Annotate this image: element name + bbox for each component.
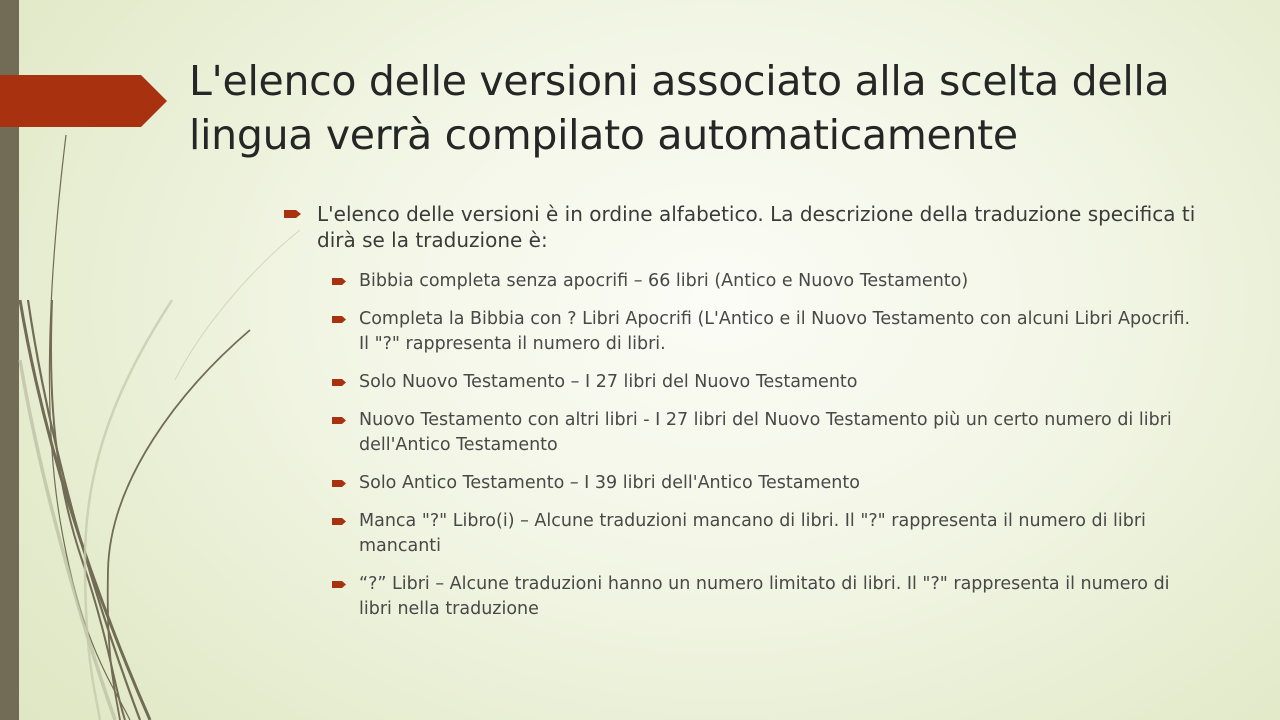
list-item-text: Bibbia completa senza apocrifi – 66 libri (Antico e Nuovo Testamento) — [359, 271, 969, 291]
list-item-text: Manca "?" Libro(i) – Alcune traduzioni mancano di libri. Il "?" rappresenta il numero di libri mancanti — [359, 511, 1146, 556]
list-item-text: Solo Antico Testamento – I 39 libri dell'Antico Testamento — [359, 473, 860, 493]
list-item-text: Nuovo Testamento con altri libri - I 27 libri del Nuovo Testamento più un certo numero di libri dell'Antico Testamento — [359, 410, 1172, 455]
list-item-text: “?” Libri – Alcune traduzioni hanno un numero limitato di libri. Il "?" rappresenta il numero di libri nella traduzione — [359, 574, 1170, 619]
list-item-text: Solo Nuovo Testamento – I 27 libri del Nuovo Testamento — [359, 372, 858, 392]
intro-bullet — [282, 201, 1202, 253]
title-arrow-shape — [0, 75, 170, 129]
list-item — [282, 509, 1202, 559]
list-item — [282, 408, 1202, 458]
list-item — [282, 269, 1202, 294]
list-item-text: Completa la Bibbia con ? Libri Apocrifi (L'Antico e il Nuovo Testamento con alcuni Libri Apocrifi. Il "?" rappresenta il numero di libri. — [359, 309, 1191, 354]
list-item — [282, 370, 1202, 395]
list-item — [282, 572, 1202, 622]
list-item — [282, 307, 1202, 357]
slide-title: L'elenco delle versioni associato alla scelta della lingua verrà compilato automaticamente — [189, 57, 1170, 159]
intro-text: L'elenco delle versioni è in ordine alfabetico. La descrizione della traduzione specifica ti dirà se la traduzione è: — [317, 202, 1196, 252]
list-item — [282, 471, 1202, 496]
slide-body — [282, 201, 1202, 635]
